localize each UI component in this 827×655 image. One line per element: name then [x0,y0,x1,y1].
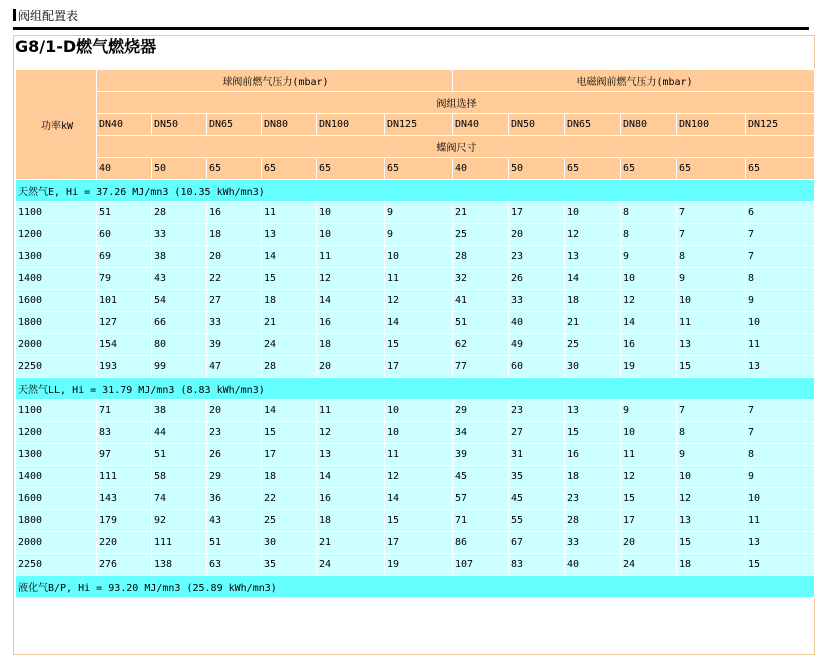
table-row [16,312,815,334]
butterfly-size-cell: 40 [97,158,152,180]
pressure-cell: 10 [746,312,815,334]
pressure-cell: 33 [152,224,207,246]
gas-group-label: 天然气LL, Hi = 31.79 MJ/mn3 (8.83 kWh/mn3) [16,378,815,400]
pressure-cell: 27 [207,290,262,312]
pressure-cell: 36 [207,488,262,510]
butterfly-size-cell: 50 [509,158,565,180]
pressure-cell: 18 [317,510,385,532]
pressure-cell: 18 [317,334,385,356]
pressure-cell: 17 [385,356,453,378]
pressure-cell: 10 [677,290,746,312]
table-row [16,444,815,466]
pressure-cell: 23 [509,246,565,268]
pressure-cell: 7 [746,400,815,422]
pressure-cell: 57 [453,488,509,510]
pressure-cell: 20 [317,356,385,378]
pressure-cell: 11 [385,444,453,466]
pressure-cell: 10 [677,466,746,488]
header-marker [13,9,16,21]
valve-selection-header: 阀组选择 [97,92,815,114]
pressure-cell: 7 [746,422,815,444]
table-row [16,356,815,378]
pressure-cell: 7 [746,224,815,246]
pressure-cell: 51 [152,444,207,466]
solenoid-valve-group-header: 电磁阀前燃气压力(mbar) [453,70,815,92]
table-row [16,290,815,312]
pressure-cell: 154 [97,334,152,356]
pressure-cell: 25 [565,334,621,356]
pressure-cell: 44 [152,422,207,444]
pressure-cell: 276 [97,554,152,576]
table-row [16,334,815,356]
pressure-cell: 111 [97,466,152,488]
pressure-cell: 33 [207,312,262,334]
dn-header-cell: DN125 [385,114,453,136]
pressure-cell: 41 [453,290,509,312]
dn-header-cell: DN40 [97,114,152,136]
pressure-cell: 15 [385,334,453,356]
pressure-cell: 14 [262,246,317,268]
pressure-cell: 39 [453,444,509,466]
pressure-cell: 97 [97,444,152,466]
power-cell: 1300 [16,444,97,466]
pressure-cell: 20 [509,224,565,246]
dn-header-cell: DN50 [152,114,207,136]
pressure-cell: 43 [152,268,207,290]
dn-header-cell: DN65 [207,114,262,136]
pressure-cell: 8 [746,268,815,290]
table-row [16,246,815,268]
butterfly-size-cell: 65 [621,158,677,180]
pressure-cell: 38 [152,246,207,268]
pressure-cell: 16 [317,488,385,510]
pressure-cell: 16 [621,334,677,356]
pressure-cell: 12 [565,224,621,246]
pressure-cell: 16 [565,444,621,466]
pressure-cell: 10 [317,202,385,224]
pressure-cell: 51 [97,202,152,224]
pressure-cell: 10 [565,202,621,224]
gas-group-row [16,180,815,202]
pressure-cell: 28 [453,246,509,268]
pressure-cell: 12 [621,290,677,312]
pressure-cell: 12 [385,466,453,488]
pressure-cell: 17 [621,510,677,532]
pressure-cell: 11 [746,334,815,356]
power-cell: 1300 [16,246,97,268]
pressure-cell: 15 [385,510,453,532]
dn-header-cell: DN40 [453,114,509,136]
pressure-cell: 10 [621,422,677,444]
pressure-cell: 16 [317,312,385,334]
pressure-cell: 7 [677,224,746,246]
dn-header-cell: DN100 [677,114,746,136]
pressure-cell: 28 [152,202,207,224]
ball-valve-group-header: 球阀前燃气压力(mbar) [97,70,453,92]
pressure-cell: 34 [453,422,509,444]
section-header-label: 阀组配置表 [18,9,79,23]
pressure-cell: 10 [385,246,453,268]
pressure-cell: 63 [207,554,262,576]
pressure-cell: 18 [262,466,317,488]
gas-group-row [16,576,815,598]
pressure-cell: 32 [453,268,509,290]
table-row [16,532,815,554]
butterfly-size-cell: 50 [152,158,207,180]
pressure-cell: 22 [207,268,262,290]
pressure-cell: 24 [262,334,317,356]
dn-header-cell: DN65 [565,114,621,136]
pressure-cell: 10 [621,268,677,290]
pressure-cell: 6 [746,202,815,224]
pressure-cell: 33 [565,532,621,554]
pressure-cell: 21 [565,312,621,334]
pressure-cell: 26 [509,268,565,290]
butterfly-size-cell: 65 [565,158,621,180]
power-column-header: 功率kW [16,70,97,180]
pressure-cell: 24 [621,554,677,576]
pressure-cell: 7 [677,202,746,224]
pressure-cell: 33 [509,290,565,312]
butterfly-size-header: 蝶阀尺寸 [97,136,815,158]
pressure-cell: 12 [317,422,385,444]
pressure-cell: 51 [453,312,509,334]
pressure-cell: 15 [746,554,815,576]
pressure-cell: 18 [677,554,746,576]
dn-header-row [16,114,815,136]
pressure-cell: 77 [453,356,509,378]
pressure-cell: 15 [677,356,746,378]
pressure-cell: 40 [509,312,565,334]
pressure-cell: 55 [509,510,565,532]
pressure-cell: 9 [385,224,453,246]
pressure-cell: 18 [565,290,621,312]
pressure-cell: 13 [746,356,815,378]
power-cell: 1600 [16,290,97,312]
pressure-cell: 14 [262,400,317,422]
pressure-cell: 20 [621,532,677,554]
pressure-cell: 15 [677,532,746,554]
pressure-cell: 25 [262,510,317,532]
power-cell: 1800 [16,510,97,532]
table-row [16,510,815,532]
power-cell: 1600 [16,488,97,510]
pressure-cell: 23 [509,400,565,422]
dn-header-cell: DN50 [509,114,565,136]
page-title: G8/1-D燃气燃烧器 [15,37,157,56]
pressure-cell: 19 [385,554,453,576]
pressure-cell: 38 [152,400,207,422]
pressure-cell: 28 [565,510,621,532]
pressure-cell: 28 [262,356,317,378]
pressure-cell: 29 [453,400,509,422]
pressure-cell: 66 [152,312,207,334]
pressure-cell: 13 [317,444,385,466]
pressure-cell: 15 [262,268,317,290]
pressure-cell: 10 [385,400,453,422]
pressure-cell: 11 [317,246,385,268]
pressure-cell: 43 [207,510,262,532]
pressure-cell: 26 [207,444,262,466]
pressure-cell: 13 [565,400,621,422]
pressure-cell: 143 [97,488,152,510]
pressure-cell: 21 [317,532,385,554]
butterfly-size-cell: 40 [453,158,509,180]
table-row [16,202,815,224]
power-cell: 2000 [16,334,97,356]
pressure-cell: 9 [621,246,677,268]
pressure-cell: 10 [385,422,453,444]
pressure-cell: 11 [621,444,677,466]
pressure-cell: 7 [677,400,746,422]
butterfly-size-cell: 65 [317,158,385,180]
pressure-cell: 51 [207,532,262,554]
pressure-cell: 22 [262,488,317,510]
pressure-cell: 18 [207,224,262,246]
pressure-cell: 45 [509,488,565,510]
power-cell: 1400 [16,268,97,290]
pressure-cell: 9 [621,400,677,422]
pressure-cell: 71 [97,400,152,422]
pressure-cell: 9 [677,444,746,466]
pressure-cell: 14 [621,312,677,334]
pressure-cell: 13 [677,510,746,532]
pressure-cell: 23 [207,422,262,444]
pressure-cell: 14 [385,312,453,334]
table-row [16,422,815,444]
pressure-cell: 13 [746,532,815,554]
pressure-cell: 12 [385,290,453,312]
pressure-cell: 80 [152,334,207,356]
valve-config-table [15,69,815,598]
pressure-cell: 13 [262,224,317,246]
dn-header-cell: DN100 [317,114,385,136]
pressure-cell: 60 [97,224,152,246]
pressure-cell: 54 [152,290,207,312]
table-row [16,400,815,422]
dn-header-cell: DN80 [262,114,317,136]
pressure-cell: 12 [621,466,677,488]
pressure-cell: 29 [207,466,262,488]
dn-header-cell: DN125 [746,114,815,136]
pressure-cell: 71 [453,510,509,532]
pressure-cell: 11 [385,268,453,290]
table-row [16,224,815,246]
pressure-cell: 7 [746,246,815,268]
section-header [13,8,78,24]
pressure-cell: 17 [385,532,453,554]
pressure-cell: 16 [207,202,262,224]
pressure-cell: 27 [509,422,565,444]
pressure-cell: 69 [97,246,152,268]
pressure-cell: 220 [97,532,152,554]
pressure-cell: 13 [565,246,621,268]
table-row [16,554,815,576]
power-cell: 1400 [16,466,97,488]
pressure-cell: 101 [97,290,152,312]
pressure-cell: 9 [385,202,453,224]
butterfly-size-row [16,158,815,180]
pressure-cell: 79 [97,268,152,290]
pressure-cell: 11 [746,510,815,532]
pressure-cell: 99 [152,356,207,378]
pressure-cell: 17 [509,202,565,224]
pressure-cell: 18 [262,290,317,312]
pressure-cell: 8 [621,224,677,246]
pressure-cell: 35 [262,554,317,576]
pressure-cell: 12 [677,488,746,510]
pressure-cell: 49 [509,334,565,356]
pressure-cell: 13 [677,334,746,356]
pressure-cell: 8 [677,422,746,444]
gas-group-row [16,378,815,400]
pressure-cell: 60 [509,356,565,378]
pressure-cell: 86 [453,532,509,554]
power-cell: 2000 [16,532,97,554]
pressure-cell: 14 [317,466,385,488]
butterfly-size-cell: 65 [746,158,815,180]
pressure-cell: 10 [746,488,815,510]
pressure-cell: 19 [621,356,677,378]
pressure-cell: 45 [453,466,509,488]
pressure-cell: 138 [152,554,207,576]
pressure-cell: 15 [565,422,621,444]
dn-header-cell: DN80 [621,114,677,136]
pressure-cell: 25 [453,224,509,246]
power-cell: 1200 [16,224,97,246]
butterfly-size-cell: 65 [385,158,453,180]
pressure-cell: 30 [565,356,621,378]
pressure-cell: 14 [317,290,385,312]
pressure-cell: 193 [97,356,152,378]
table-row [16,268,815,290]
pressure-cell: 15 [621,488,677,510]
pressure-cell: 74 [152,488,207,510]
butterfly-size-cell: 65 [207,158,262,180]
pressure-cell: 11 [262,202,317,224]
pressure-cell: 14 [565,268,621,290]
pressure-cell: 15 [262,422,317,444]
pressure-cell: 107 [453,554,509,576]
pressure-cell: 47 [207,356,262,378]
pressure-cell: 127 [97,312,152,334]
pressure-cell: 23 [565,488,621,510]
power-cell: 2250 [16,554,97,576]
pressure-cell: 67 [509,532,565,554]
pressure-cell: 20 [207,400,262,422]
pressure-cell: 111 [152,532,207,554]
pressure-cell: 11 [677,312,746,334]
pressure-cell: 83 [97,422,152,444]
pressure-cell: 8 [621,202,677,224]
pressure-cell: 24 [317,554,385,576]
power-cell: 1100 [16,400,97,422]
pressure-cell: 9 [677,268,746,290]
pressure-cell: 8 [746,444,815,466]
table-row [16,466,815,488]
pressure-cell: 9 [746,290,815,312]
pressure-cell: 21 [262,312,317,334]
pressure-cell: 62 [453,334,509,356]
header-divider [13,27,809,30]
pressure-cell: 92 [152,510,207,532]
pressure-cell: 20 [207,246,262,268]
pressure-cell: 18 [565,466,621,488]
pressure-cell: 17 [262,444,317,466]
pressure-cell: 83 [509,554,565,576]
power-cell: 1200 [16,422,97,444]
pressure-cell: 30 [262,532,317,554]
pressure-cell: 9 [746,466,815,488]
pressure-cell: 8 [677,246,746,268]
power-cell: 2250 [16,356,97,378]
table-row [16,488,815,510]
pressure-cell: 12 [317,268,385,290]
pressure-cell: 31 [509,444,565,466]
pressure-cell: 11 [317,400,385,422]
pressure-cell: 21 [453,202,509,224]
gas-group-label: 液化气B/P, Hi = 93.20 MJ/mn3 (25.89 kWh/mn3) [16,576,815,598]
power-cell: 1100 [16,202,97,224]
pressure-cell: 10 [317,224,385,246]
power-cell: 1800 [16,312,97,334]
gas-group-label: 天然气E, Hi = 37.26 MJ/mn3 (10.35 kWh/mn3) [16,180,815,202]
pressure-cell: 39 [207,334,262,356]
pressure-cell: 58 [152,466,207,488]
pressure-cell: 35 [509,466,565,488]
pressure-cell: 40 [565,554,621,576]
butterfly-size-cell: 65 [677,158,746,180]
pressure-cell: 14 [385,488,453,510]
pressure-cell: 179 [97,510,152,532]
butterfly-size-cell: 65 [262,158,317,180]
